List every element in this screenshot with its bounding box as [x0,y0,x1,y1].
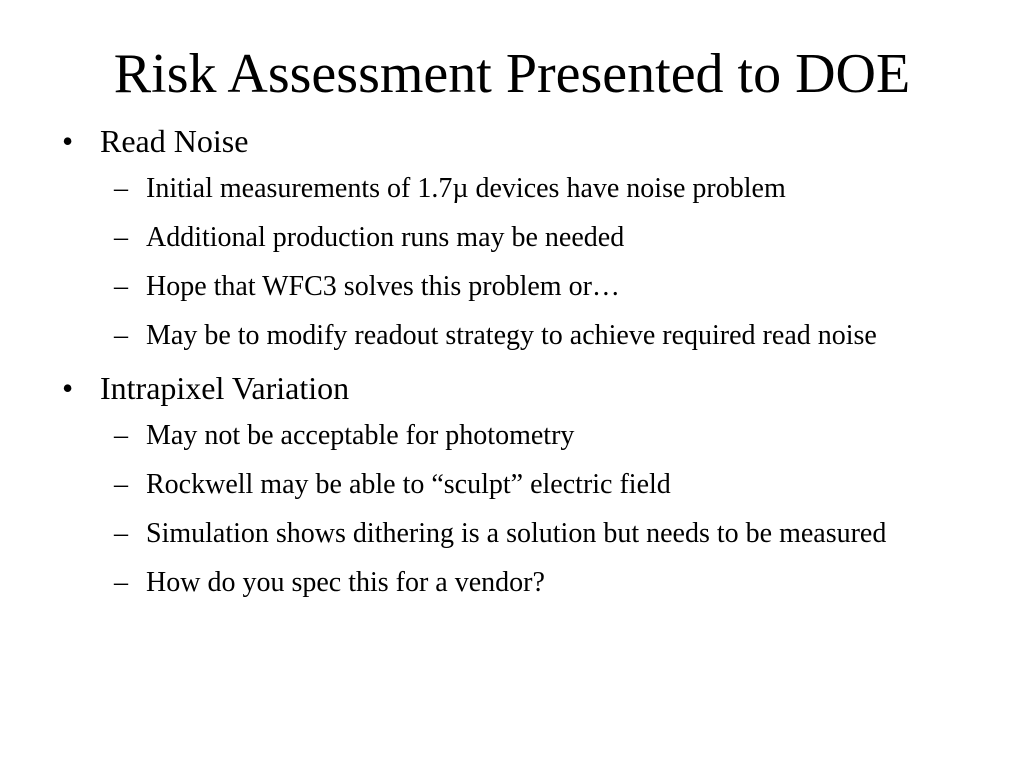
sub-bullet-item [60,464,980,506]
sub-bullet-text: Additional production runs may be needed [146,222,625,253]
sub-bullet-item [60,168,980,210]
sub-bullet-text: May be to modify readout strategy to achieve required read noise [146,320,877,351]
sub-bullet-text: Rockwell may be able to “sculpt” electric field [146,469,671,500]
bullet-label: Intrapixel Variation [100,370,350,406]
bullet-marker: • [62,123,74,159]
dash-marker: – [114,271,128,302]
sub-bullet-text: Hope that WFC3 solves this problem or… [146,271,620,302]
dash-marker: – [114,567,128,598]
sub-bullet-text: Initial measurements of 1.7µ devices have noise problem [146,173,786,204]
sub-bullet-text: May not be acceptable for photometry [146,420,575,451]
bullet-item [60,118,980,164]
sub-bullet-item [60,315,980,357]
sub-bullet-list [60,168,980,357]
bullet-label: Read Noise [100,123,249,159]
dash-marker: – [114,320,128,351]
sub-bullet-item [60,562,980,604]
sub-bullet-text: How do you spec this for a vendor? [146,567,545,598]
bullet-marker: • [62,370,74,406]
slide-title: Risk Assessment Presented to DOE [113,43,911,105]
bullet-item [60,365,980,411]
dash-marker: – [114,518,128,549]
sub-bullet-list [60,415,980,604]
sub-bullet-item [60,217,980,259]
bullet-list [60,118,980,608]
sub-bullet-item [60,266,980,308]
dash-marker: – [114,173,128,204]
sub-bullet-text: Simulation shows dithering is a solution but needs to be measured [146,518,887,549]
sub-bullet-item [60,513,980,555]
dash-marker: – [114,222,128,253]
dash-marker: – [114,420,128,451]
sub-bullet-item [60,415,980,457]
dash-marker: – [114,469,128,500]
